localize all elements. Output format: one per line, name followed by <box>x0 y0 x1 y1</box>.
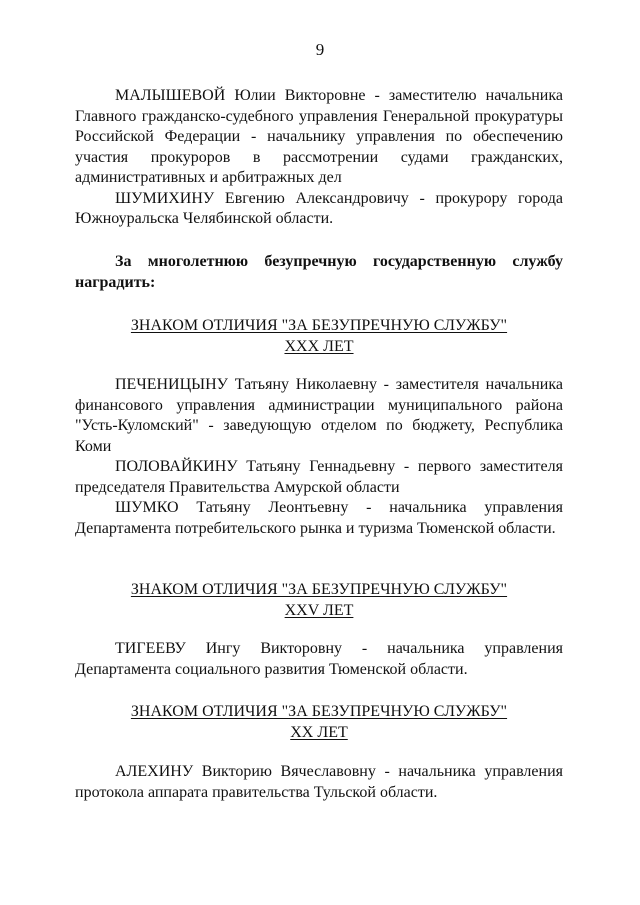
section-20-heading <box>75 701 563 743</box>
section-30-heading <box>75 315 563 357</box>
award-intro-block <box>75 252 563 293</box>
person-alekhina: АЛЕХИНУ Викторию Вячеславовну - начальника управления протокола аппарата правительства Тульской области. <box>75 763 563 801</box>
section-20-persons <box>75 762 563 803</box>
section-20-title: ЗНАКОМ ОТЛИЧИЯ "ЗА БЕЗУПРЕЧНУЮ СЛУЖБУ" <box>130 703 508 720</box>
person-shumko: ШУМКО Татьяну Леонтьевну - начальника управления Департамента потребительского рынка и туризма Тюменской области. <box>75 499 563 537</box>
section-25-heading <box>75 579 563 621</box>
section-25-title: ЗНАКОМ ОТЛИЧИЯ "ЗА БЕЗУПРЕЧНУЮ СЛУЖБУ" <box>130 581 508 598</box>
award-intro: За многолетнюю безупречную государственную службу наградить: <box>75 253 563 291</box>
section-25-persons <box>75 639 563 680</box>
person-tigeeva: ТИГЕЕВУ Ингу Викторовну - начальника управления Департамента социального развития Тюменской области. <box>75 640 563 678</box>
page-number: 9 <box>315 40 325 59</box>
person-pechenitsyna: ПЕЧЕНИЦЫНУ Татьяну Николаевну - заместителя начальника финансового управления администрации муниципального района "Усть-Куломский" - заведующую отделом по бюджету, Республика Коми <box>75 376 563 455</box>
section-30-years: XXX ЛЕТ <box>284 338 354 355</box>
section-30-persons <box>75 375 563 539</box>
person-polovaikina: ПОЛОВАЙКИНУ Татьяну Геннадьевну - первого заместителя председателя Правительства Амурской области <box>75 458 563 496</box>
section-25-years: XXV ЛЕТ <box>284 602 354 619</box>
paragraph-shumikhin: ШУМИХИНУ Евгению Александровичу - прокурору города Южноуральска Челябинской области. <box>75 189 563 227</box>
section-20-years: XX ЛЕТ <box>290 724 348 741</box>
paragraph-malysheva: МАЛЫШЕВОЙ Юлии Викторовне - заместителю начальника Главного гражданско-судебного управления Генеральной прокуратуры Российской Федерации - начальнику управления по обеспечению участия прокуроров в рассмотрении судами гражданских, административных и арбитражных дел <box>75 87 563 186</box>
section-30-title: ЗНАКОМ ОТЛИЧИЯ "ЗА БЕЗУПРЕЧНУЮ СЛУЖБУ" <box>130 317 508 334</box>
top-paragraphs <box>75 86 563 230</box>
